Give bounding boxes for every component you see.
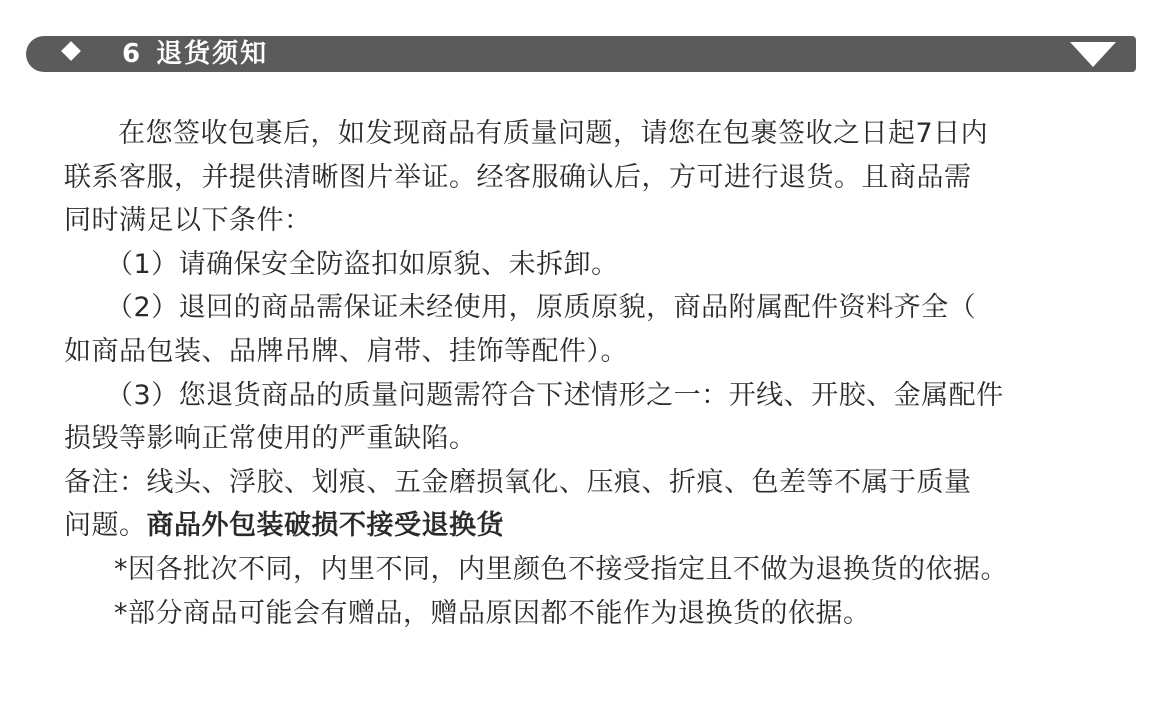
condition-2-line-1: （2）退回的商品需保证未经使用，原质原貌，商品附属配件资料齐全（ <box>106 292 977 324</box>
note-line-2-bold: 商品外包装破损不接受退换货 <box>146 510 504 542</box>
note-line-2 <box>64 504 1114 548</box>
note-line-1: 备注：线头、浮胶、划痕、五金磨损氧化、压痕、折痕、色差等不属于质量 <box>64 466 972 498</box>
star-note-2: *部分商品可能会有赠品，赠品原因都不能作为退换货的依据。 <box>114 597 871 629</box>
star-note-1: *因各批次不同，内里不同，内里颜色不接受指定且不做为退换货的依据。 <box>114 553 1008 585</box>
section-title <box>122 39 268 69</box>
section-header[interactable] <box>26 36 1136 72</box>
triangle-down-icon[interactable] <box>1070 42 1116 67</box>
condition-3-line-2: 损毁等影响正常使用的严重缺陷。 <box>64 423 477 455</box>
intro-line-2: 联系客服，并提供清晰图片举证。经客服确认后，方可进行退货。且商品需 <box>64 161 972 193</box>
condition-1: （1）请确保安全防盗扣如原貌、未拆卸。 <box>106 248 619 280</box>
condition-2-line-2: 如商品包装、品牌吊牌、肩带、挂饰等配件）。 <box>64 335 628 367</box>
diamond-icon <box>61 41 81 61</box>
note-line-2-prefix: 问题。 <box>64 510 147 542</box>
return-policy-body <box>64 112 1114 635</box>
section-number: 6 <box>122 39 143 69</box>
condition-3-line-1: （3）您退货商品的质量问题需符合下述情形之一：开线、开胶、金属配件 <box>106 379 1004 411</box>
intro-line-3: 同时满足以下条件： <box>64 205 312 237</box>
intro-line-1: 在您签收包裹后，如发现商品有质量问题，请您在包裹签收之日起7日内 <box>118 118 989 149</box>
section-title-text: 退货须知 <box>156 39 269 69</box>
